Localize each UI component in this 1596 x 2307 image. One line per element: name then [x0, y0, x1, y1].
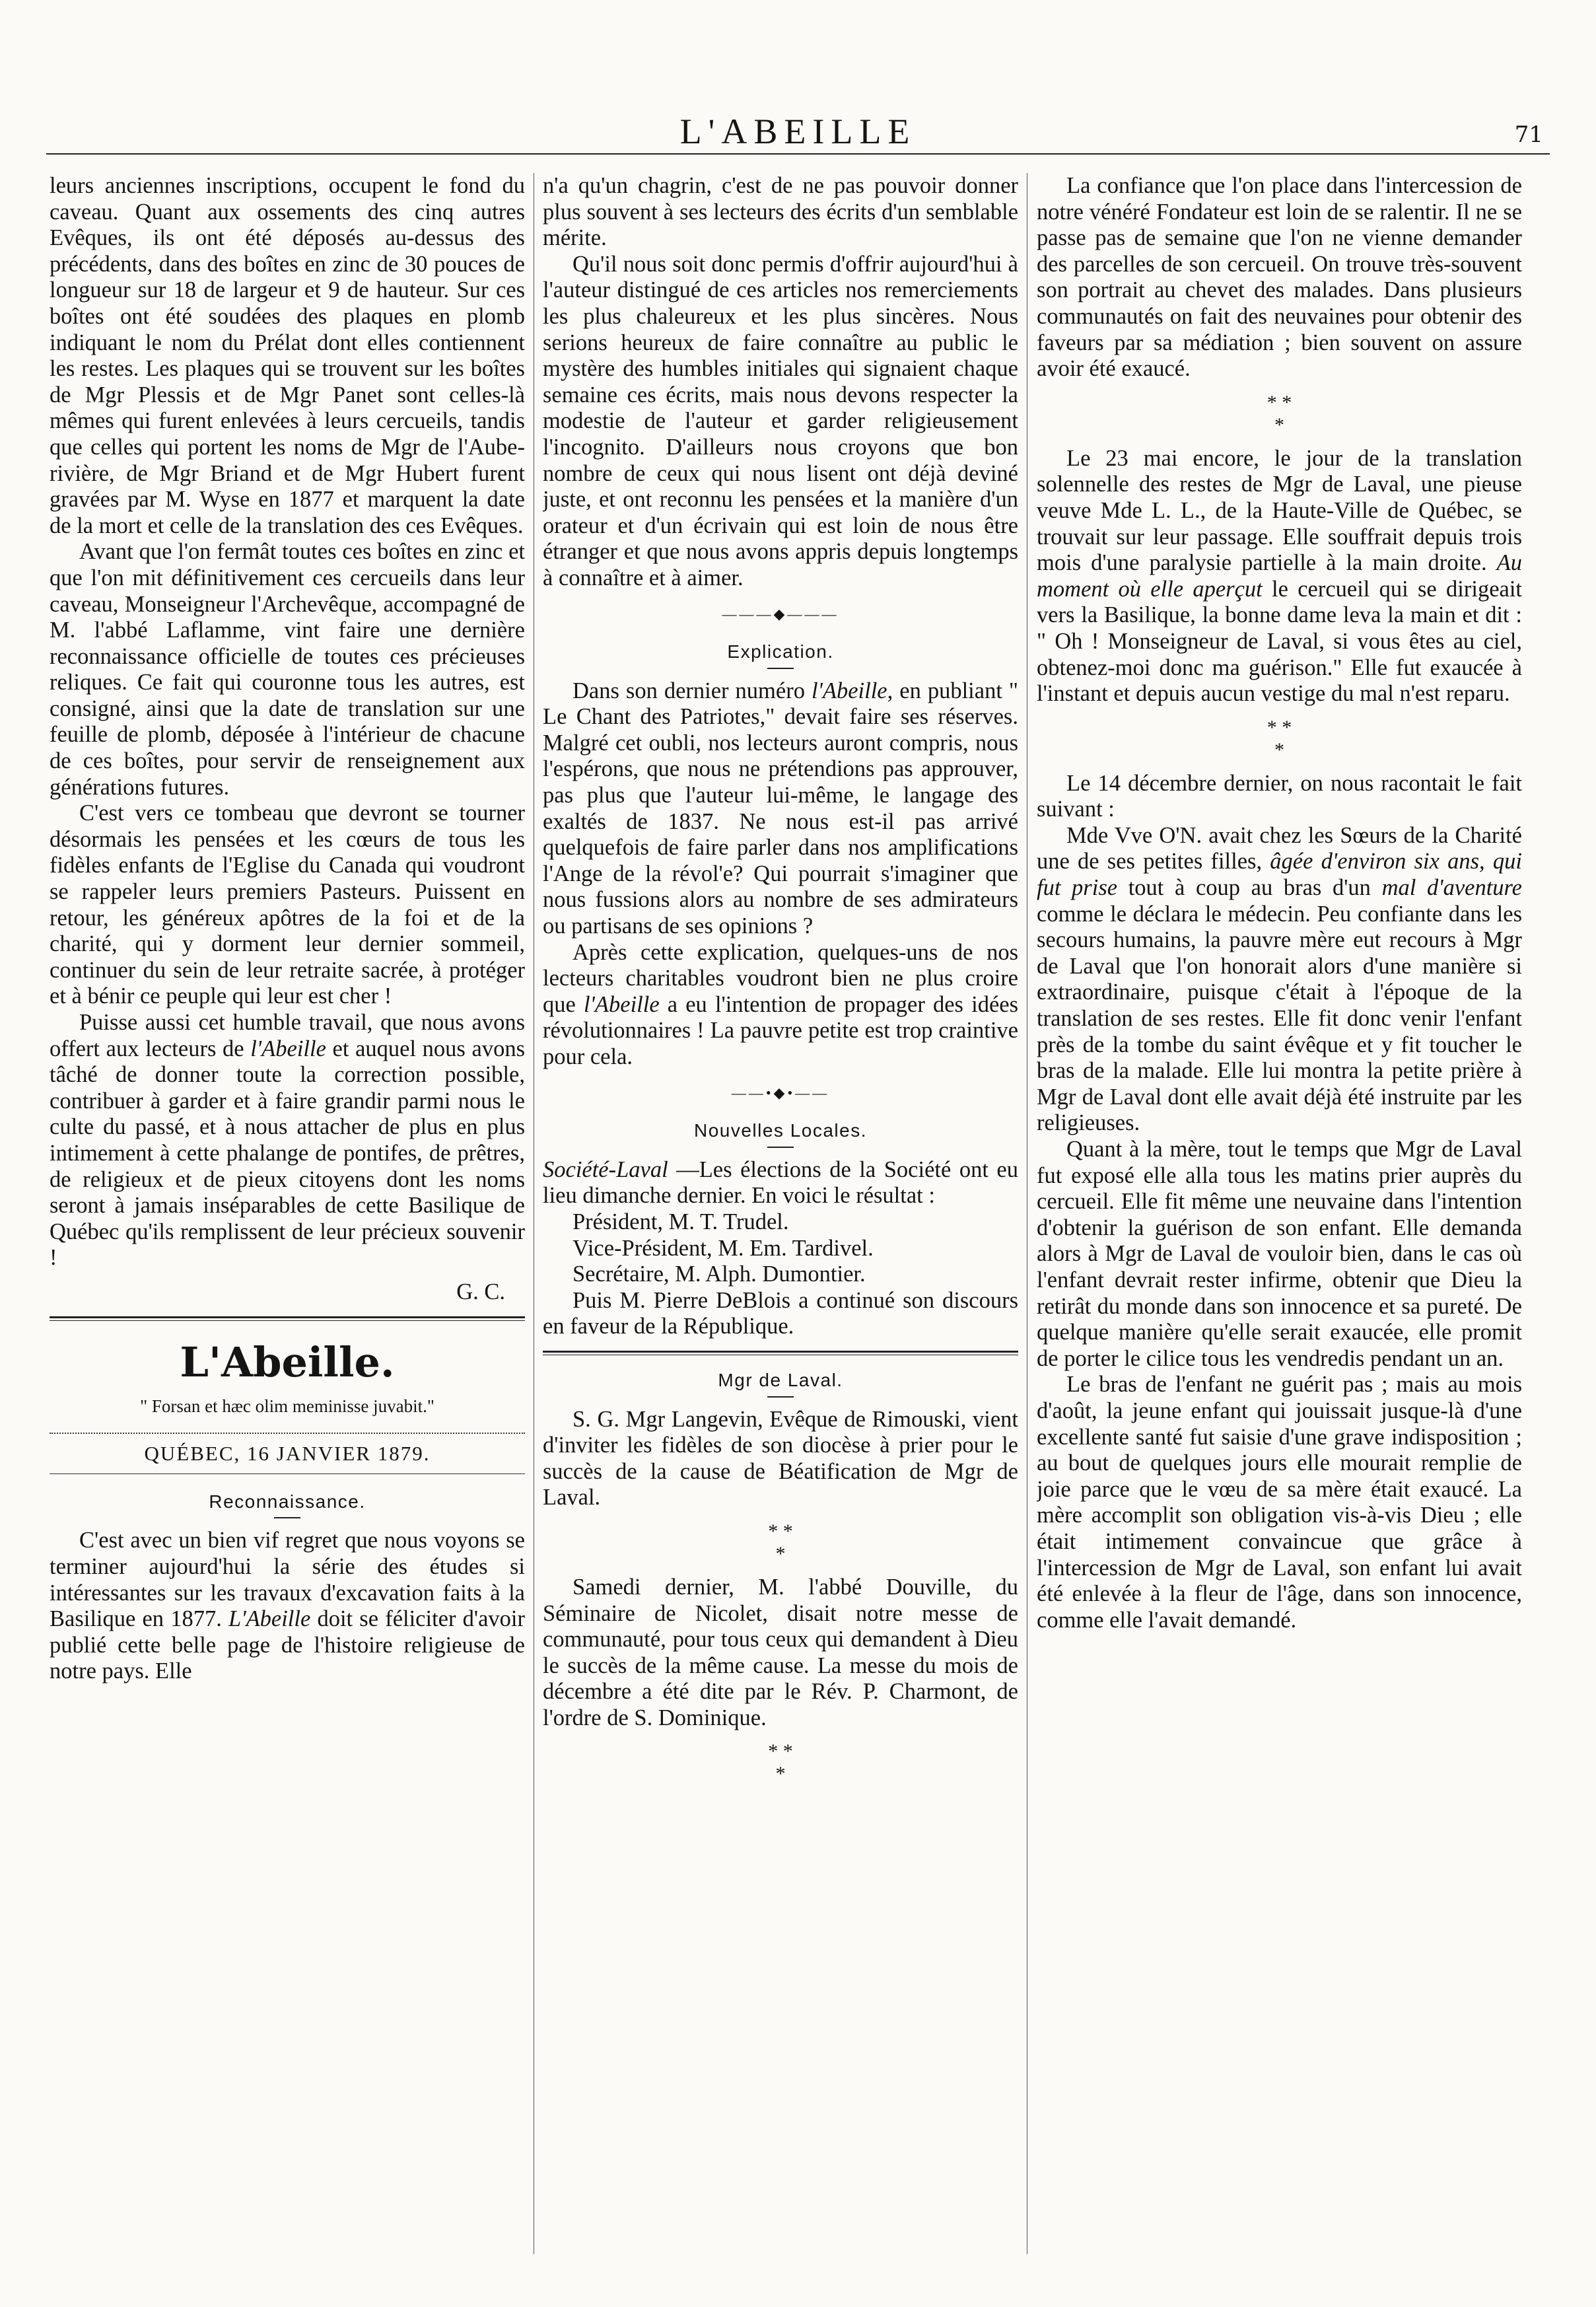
- motto: " Forsan et hæc olim meminisse juvabit.": [140, 1396, 434, 1416]
- rule: [50, 1473, 525, 1474]
- paragraph: Société-Laval —Les élections de la Société ont eu lieu dimanche dernier. En voici le résultat :: [543, 1156, 1018, 1209]
- ornament-rule: ———◆———: [722, 605, 839, 622]
- election-result: Vice-Président, M. Em. Tardivel.: [572, 1235, 874, 1261]
- double-rule: [50, 1316, 525, 1321]
- paragraph: Qu'il nous soit donc permis d'offrir aujourd'hui à l'auteur distingué de ces articles nos remerciements les plus chaleureux et les plus sincères. Nous serions heureux de faire connaître au public le mystère des humbles initiales qui signaient chaque semaine ces écrits, mais nous devons respecter la modestie de l'auteur et garder religieusement l'incognito. D'ailleurs nous croyons que bon nombre de ceux qui nous lisent ont déjà deviné juste, et ont reconnu les pensées et la manière d'un orateur et d'un écrivain qui est loin de nous être étranger et que nous avons appris depuis longtemps à connaître et à aimer.: [543, 251, 1018, 590]
- paragraph: C'est avec un bien vif regret que nous voyons se terminer aujourd'hui la série des études si intéressantes sur les travaux d'excavation faits à la Basilique en 1877. L'Abeille doit se féliciter d'avoir publié cette belle page de l'histoire religieuse de notre pays. Elle: [50, 1528, 525, 1684]
- paragraph: Quant à la mère, tout le temps que Mgr de Laval fut exposé elle alla tous les matins prier auprès du cercueil. Elle fit même une neuvaine dans l'intention d'obtenir la guérison de son enfant. Elle demanda alors à Mgr de Laval de vouloir bien, dans le cas où l'enfant devrait rester infirme, obtenir que Dieu la retirât du monde dans son innocence et sa pureté. De quelque manière qu'elle serait exaucée, elle promit de porter le cilice tous les vendredis pendant un an.: [1037, 1137, 1522, 1371]
- dash-rule: [767, 668, 794, 669]
- continued-paragraph: n'a qu'un chagrin, c'est de ne pas pouvoir donner plus souvent à ses lecteurs des écrits d'un semblable mérite.: [543, 173, 1018, 251]
- page-header: [46, 99, 1550, 152]
- paragraph: Avant que l'on fermât toutes ces boîtes en zinc et que l'on mit définitivement ces cercueils dans leur caveau, Monseigneur l'Archevêque, accompagné de M. l'abbé Laflamme, vint faire une dernière reconnaissance officielle de toutes ces précieuses reliques. Ce fait qui couronne tous les autres, est consigné, ainsi que la date de translation sur une feuille de plomb, déposée à l'intérieur de chacune de ces boîtes, pour servir de renseignement aux générations futures.: [50, 539, 525, 800]
- section-heading: Reconnaissance.: [209, 1491, 366, 1512]
- header-rule: [46, 153, 1550, 155]
- page-number: 71: [1514, 122, 1543, 148]
- dash-rule: [274, 1517, 300, 1518]
- paragraph: Dans son dernier numéro l'Abeille, en publiant " Le Chant des Patriotes," devait faire ses réserves. Malgré cet oubli, nos lecteurs auront compris, nous l'espérons, que nous ne prétendions pas approuver, pas plus que l'auteur lui-même, le langage des exaltés de 1837. Ne nous est-il pas arrivé quelquefois de faire parler dans nos amplifications l'Ange de la révol'e? Qui pourrait s'imaginer que nous fussions alors au nombre de ses admirateurs ou partisans de ses opinions ?: [543, 678, 1018, 939]
- paragraph: S. G. Mgr Langevin, Evêque de Rimouski, vient d'inviter les fidèles de son diocèse à prier pour le succès de la cause de Béatification de Mgr de Laval.: [543, 1406, 1018, 1510]
- paragraph: Le 23 mai encore, le jour de la translation solennelle des restes de Mgr de Laval, une pieuse veuve Mde L. L., de la Haute-Ville de Québec, se trouvait sur leur passage. Elle souffrait depuis trois mois d'une paralysie partielle à la main droite. Au moment où elle aperçut le cercueil qui se dirigeait vers la Basilique, la bonne dame leva la main et dit : " Oh ! Monseigneur de Laval, si vous êtes au ciel, obtenez-moi donc ma guérison." Elle fut exaucée à l'instant et depuis aucun vestige du mal n'est reparu.: [1037, 445, 1522, 707]
- column-3: [1037, 173, 1522, 2267]
- dash-rule: [767, 1396, 794, 1398]
- running-title: L'ABEILLE: [679, 112, 917, 151]
- column-1: [50, 173, 525, 2267]
- asterism: * * *: [1266, 391, 1292, 436]
- double-rule: [543, 1351, 1018, 1355]
- paragraph: Après cette explication, quelques-uns de nos lecteurs charitables voudront bien ne plus croire que l'Abeille a eu l'intention de propager des idées révolutionnaires ! La pauvre petite est trop craintive pour cela.: [543, 939, 1018, 1069]
- paragraph: La confiance que l'on place dans l'intercession de notre vénéré Fondateur est loin de se ralentir. Il ne se passe pas de semaine que l'on ne vienne demander des parcelles de son cercueil. On trouve très-souvent son portrait au chevet des malades. Dans plusieurs communautés on fait des neuvaines pour obtenir des faveurs par sa médiation ; bien souvent on assure avoir été exaucé.: [1037, 173, 1522, 382]
- column-2: [543, 173, 1018, 2267]
- ornament-rule: ——•◆•——: [731, 1084, 830, 1101]
- paragraph: C'est vers ce tombeau que devront se tourner désormais les pensées et les cœurs de tous les fidèles enfants de l'Eglise du Canada qui voudront se rappeler leurs premiers Pasteurs. Puissent en retour, les généreux apôtres de la foi et de la charité, qui y dorment leur dernier sommeil, continuer du sein de leur retraite sacrée, à protéger et à bénir ce peuple qui leur est cher !: [50, 800, 525, 1009]
- paragraph: Le bras de l'enfant ne guérit pas ; mais au mois d'août, la jeune enfant qui jouissait jusque-là d'une excellente santé fut saisie d'une grave indisposition ; au bout de quelques jours elle mourait remplie de joie parce que le vœu de sa mère était exaucé. La mère accomplit son obligation vis-à-vis Dieu ; elle était intimement convaincue que grâce à l'intercession de Mgr de Laval, son enfant lui avait été enlevée à la fleur de l'âge, dans son innocence, comme elle l'avait demandé.: [1037, 1372, 1522, 1633]
- election-result: Secrétaire, M. Alph. Dumontier.: [572, 1261, 866, 1287]
- section-heading: Nouvelles Locales.: [693, 1120, 868, 1141]
- dotted-rule: [50, 1433, 525, 1434]
- asterism: * * *: [768, 1520, 793, 1565]
- dateline: QUÉBEC, 16 JANVIER 1879.: [144, 1442, 431, 1466]
- section-heading: Mgr de Laval.: [718, 1369, 843, 1390]
- dash-rule: [767, 1147, 794, 1148]
- paragraph: Puisse aussi cet humble travail, que nous avons offert aux lecteurs de l'Abeille et auquel nous avons tâché de donner toute la correction possible, contribuer à garder et à faire grandir parmi nous le culte du passé, et à nous attacher de plus en plus intimement à cette phalange de pontifes, de prêtres, de religieux et de pieux citoyens dont les noms seront à jamais inséparables de cette Basilique de Québec qu'ils remplissent de leur précieux souvenir !: [50, 1010, 525, 1271]
- paragraph: Le 14 décembre dernier, on nous racontait le fait suivant :: [1037, 770, 1522, 822]
- paragraph: Samedi dernier, M. l'abbé Douville, du Séminaire de Nicolet, disait notre messe de communauté, pour tous ceux qui demandent à Dieu le succès de la même cause. La messe du mois de décembre a été dite par le Rév. P. Charmont, de l'ordre de S. Dominique.: [543, 1574, 1018, 1730]
- paragraph: Puis M. Pierre DeBlois a continué son discours en faveur de la République.: [543, 1287, 1018, 1339]
- continued-paragraph: leurs anciennes inscriptions, occupent le fond du caveau. Quant aux ossements des cinq autres Evêques, ils ont été déposés au-dessus des précédents, dans des boîtes en zinc de 30 pouces de longueur sur 18 de largeur et 9 de hauteur. Sur ces boîtes ont été soudées des plaques en plomb indiquant le nom du Prélat dont elles contiennent les restes. Les plaques qui se trouvent sur les boîtes de Mgr Plessis et de Mgr Panet sont celles-là mêmes qui furent enlevées à leurs cercueils, tandis que celles qui portent les noms de Mgr de l'Aube-rivière, de Mgr Briand et de Mgr Hubert furent gravées par M. Wyse en 1877 et marquent la date de la mort et celle de la translation des ces Evêques.: [50, 173, 525, 538]
- paragraph: Mde Vve O'N. avait chez les Sœurs de la Charité une de ses petites filles, âgée d'environ six ans, qui fut prise tout à coup au bras d'un mal d'aventure comme le déclara le médecin. Peu confiante dans les secours humains, la pauvre mère eut recours à Mgr de Laval que l'on honorait alors d'une manière si extraordinaire, puisque c'était à l'époque de la translation de ses restes. Elle fit donc venir l'enfant près de la tombe du saint évêque et y fit toucher le bras de la malade. Elle lui montra la petite prière à Mgr de Laval dont elle avait déjà été instruite par les religieuses.: [1037, 822, 1522, 1136]
- masthead-title: L'Abeille.: [180, 1337, 395, 1386]
- asterism: * * *: [1266, 716, 1292, 761]
- section-heading: Explication.: [727, 641, 834, 662]
- election-result: Président, M. T. Trudel.: [572, 1209, 789, 1234]
- signature: G. C.: [456, 1279, 505, 1304]
- asterism: * * *: [768, 1740, 793, 1785]
